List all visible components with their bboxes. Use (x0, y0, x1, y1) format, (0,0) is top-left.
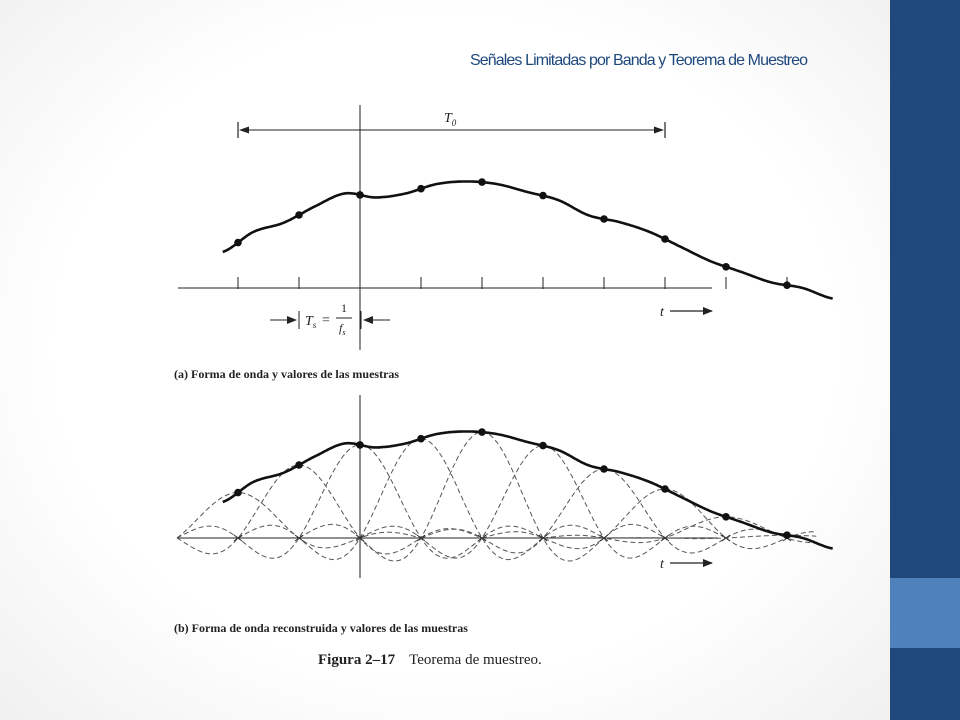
sample-dot (234, 239, 242, 247)
sinc-pulse (238, 439, 604, 560)
sinc-pulse (482, 489, 816, 549)
panel-a (174, 105, 833, 381)
ts-numerator: 1 (341, 301, 347, 315)
sinc-pulse (177, 493, 421, 548)
slide-title: Señales Limitadas por Banda y Teorema de Muestreo (470, 52, 808, 69)
sample-dot (783, 281, 791, 289)
sample-dot (356, 441, 364, 449)
panel-a-sample-dots (234, 178, 791, 289)
figure-number: Figura 2–17 (318, 652, 396, 668)
sample-dot (234, 489, 242, 497)
sample-dot (356, 191, 364, 199)
ts-symbol: $T_s$ (305, 314, 317, 330)
figure-caption-text: Teorema de muestreo. (409, 652, 542, 668)
panel-b (174, 395, 833, 635)
sample-dot (600, 465, 608, 473)
figure-caption (318, 652, 542, 668)
sinc-pulse (299, 432, 665, 561)
ts-equals: = (322, 313, 330, 328)
panel-b-caption: (b) Forma de onda reconstruida y valores de las muestras (174, 621, 468, 635)
sample-dot (539, 442, 547, 450)
sample-dot (783, 531, 791, 539)
panel-a-sample-ticks (238, 277, 787, 289)
period-label: $T_0$ (444, 111, 457, 128)
ts-denominator: $f_s$ (339, 321, 346, 337)
sample-dot (600, 215, 608, 223)
side-band-light (890, 578, 960, 648)
panel-b-sinc-pulses (177, 432, 816, 561)
sample-dot (478, 178, 486, 186)
panel-b-time-label: t (660, 557, 664, 572)
sample-dot (417, 185, 425, 193)
sinc-pulse (421, 469, 787, 553)
panel-b-sample-dots (234, 428, 791, 539)
panel-a-time-label: t (660, 305, 664, 320)
sample-dot (661, 235, 669, 243)
period-left-arrow-icon (239, 127, 249, 134)
sample-dot (722, 263, 730, 271)
sample-dot (478, 428, 486, 436)
period-right-arrow-icon (654, 127, 664, 134)
sample-dot (722, 513, 730, 521)
panel-a-caption: (a) Forma de onda y valores de las muestras (174, 367, 400, 381)
sample-dot (539, 192, 547, 200)
sample-dot (295, 211, 303, 219)
sample-dot (661, 485, 669, 493)
panel-a-waveform (223, 182, 833, 299)
sample-dot (295, 461, 303, 469)
sample-dot (417, 435, 425, 443)
